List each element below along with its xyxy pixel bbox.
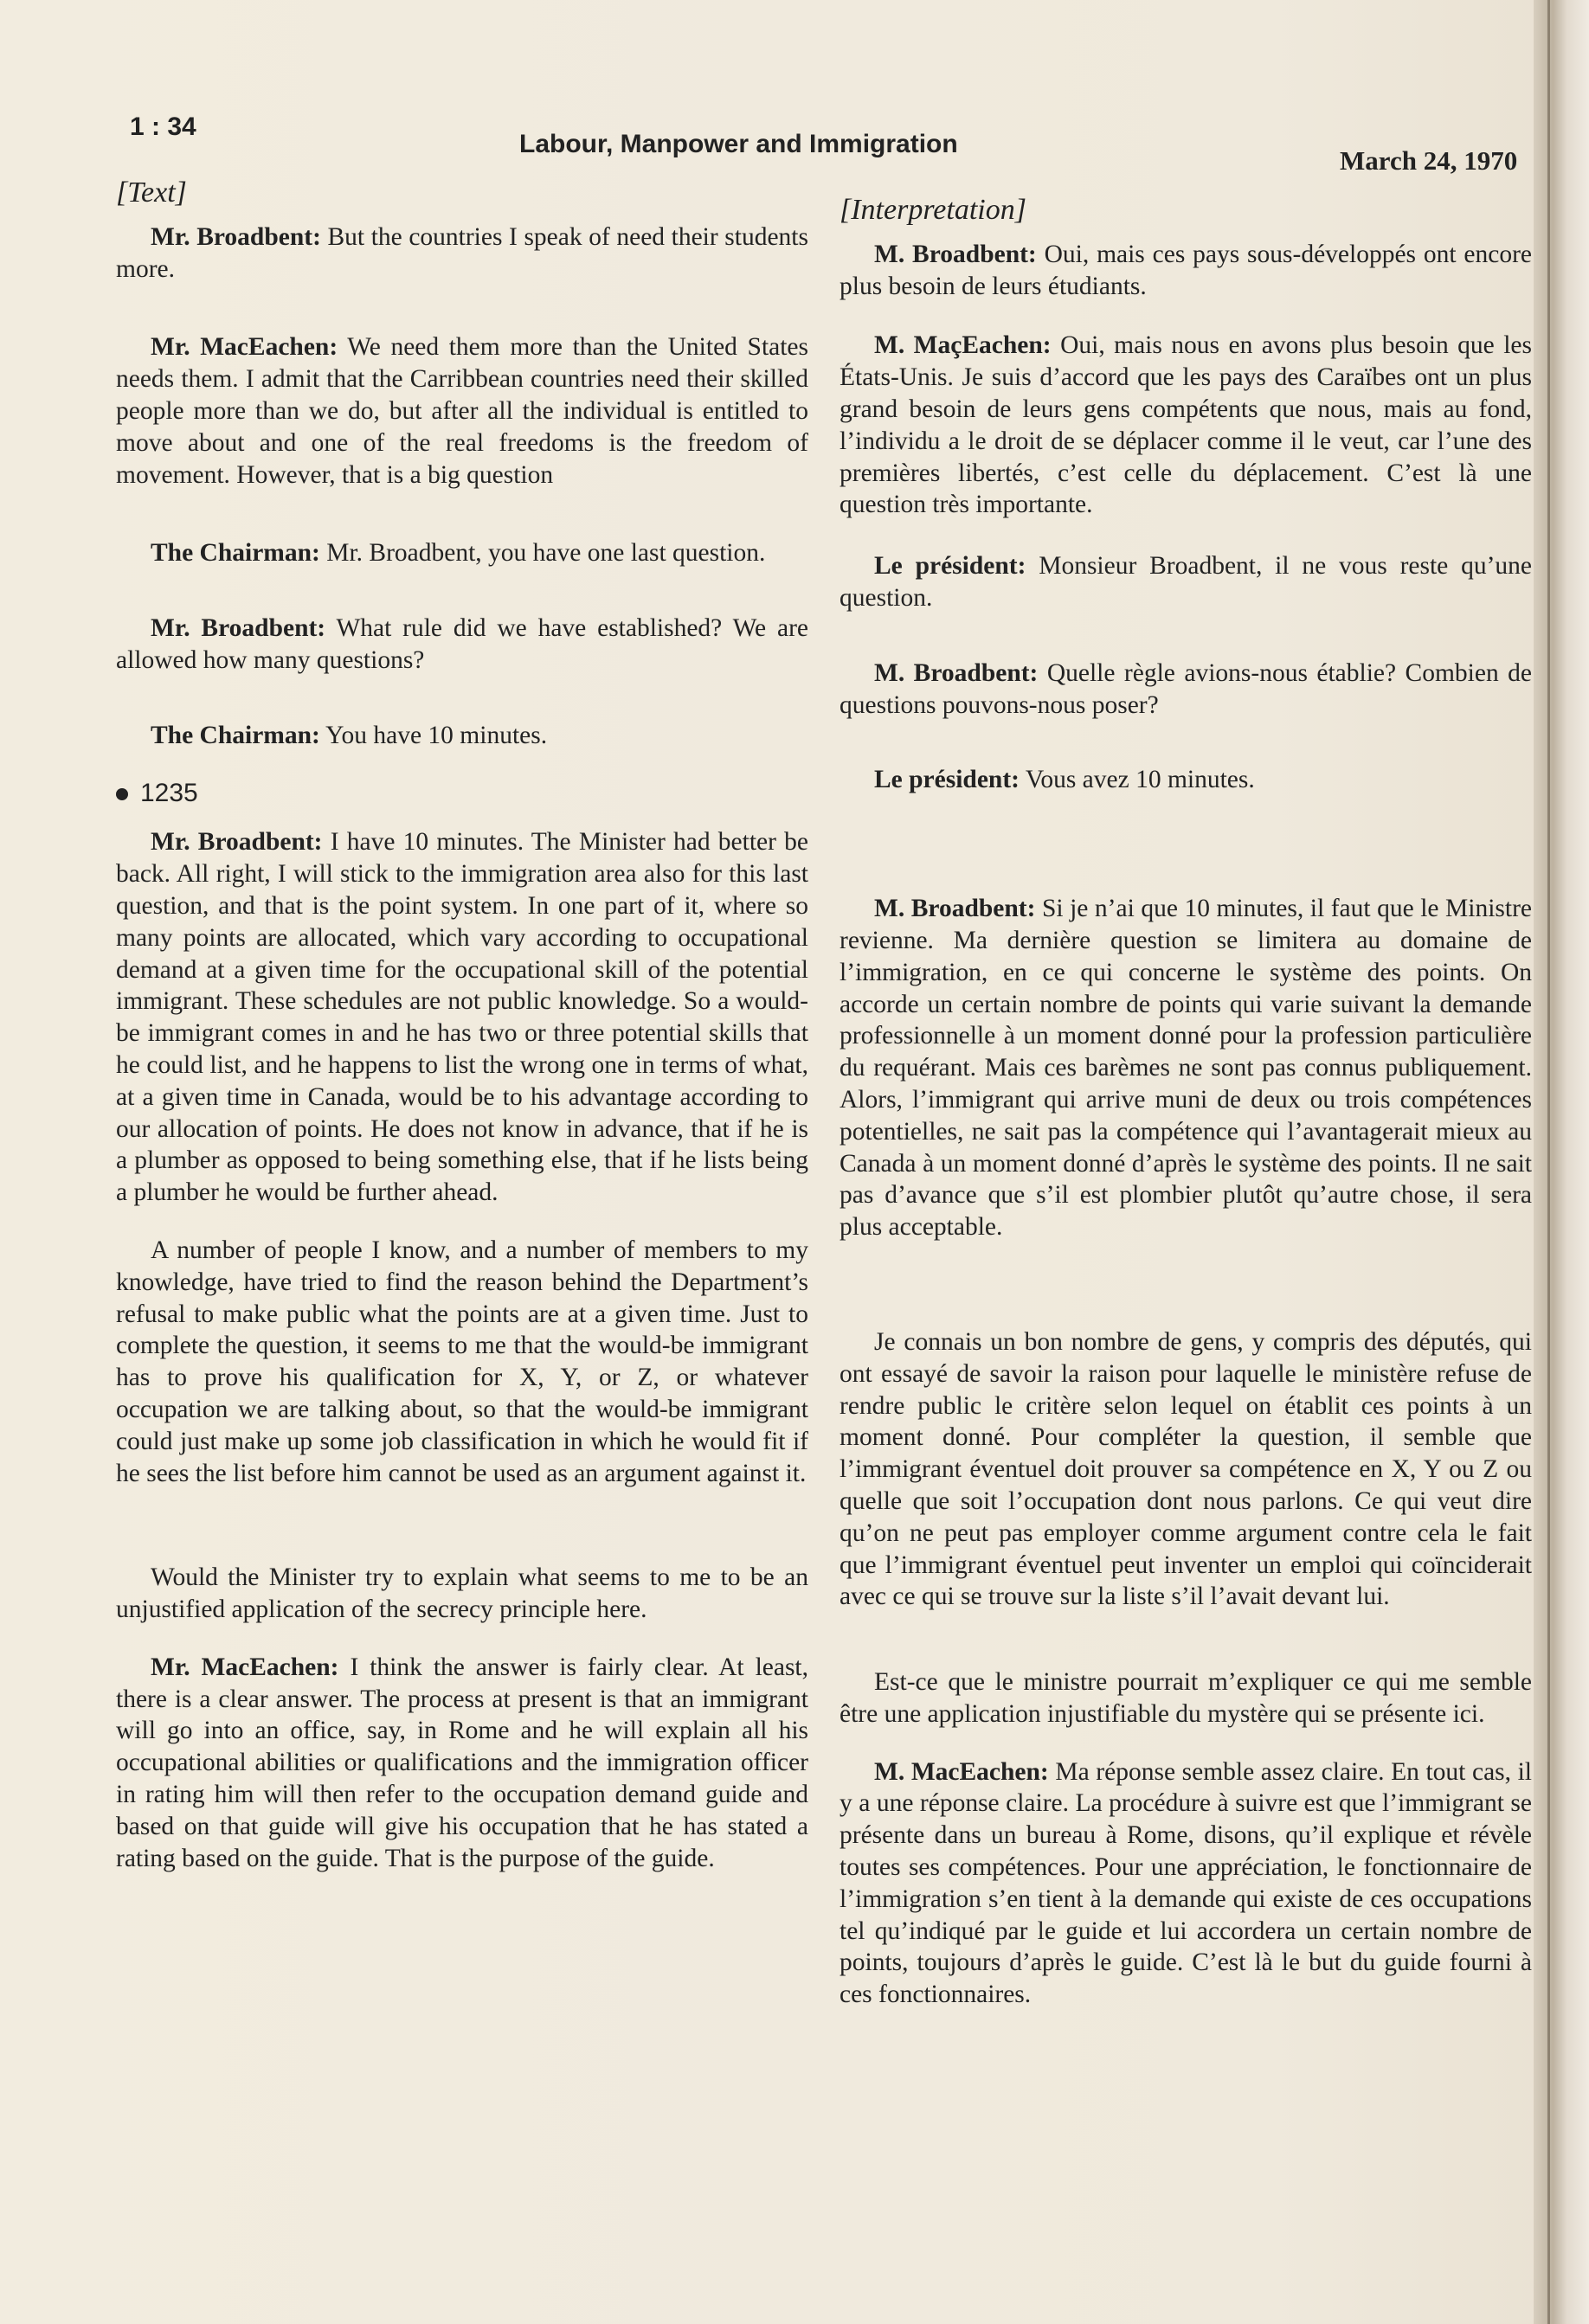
time-stamp-text: 1235 [140, 778, 198, 807]
speech-text: Je connais un bon nombre de gens, y compris des députés, qui ont essayé de savoir la raison pour laquelle le ministère refuse de rendre public le critère selon lequel on établit ces points à un moment donné. Pour compléter la question, il semble que l’immigrant éventuel doit prouver sa compétence en X, Y ou Z ou quelle que soit l’occupation dont nous parlons. Ce qui veut dire qu’on ne peut pas employer comme argument contre cela le fait que l’immigrant éventuel peut inventer un emploi qui coïnciderait avec ce qui se trouve sur la liste s’il l’avait devant lui. [840, 1327, 1532, 1611]
transcript-paragraph [840, 764, 1532, 796]
speech-text: Quelle règle avions-nous établie? Combien de questions pouvons-nous poser? [840, 658, 1533, 719]
transcript-paragraph [840, 550, 1532, 614]
speech-text: Ma réponse semble assez claire. En tout cas, il y a une réponse claire. La procédure à suivre est que l’immigrant se présente dans un bureau à Rome, disons, qu’il explique et révèle toutes ses compétences. Pour une appréciation, le fonctionnaire de l’immigration s’en tient à la demande qui existe de ces occupations tel qu’indiqué par le guide et lui accordera un certain nombre de points, toujours d’après le guide. C’est là le but du guide fourni à ces fonctionnaires. [840, 1757, 1533, 2009]
speaker-name: Mr. MacEachen: [151, 333, 338, 362]
speech-text: A number of people I know, and a number of members to my knowledge, have tried to find the reason behind the Department’s refusal to make public what the points are at a given time. Just to complete the question, it seems to me that the would-be immigrant has to prove his qualification for X, Y, or Z, or whatever occupation we are talking about, so that the would-be immigrant could just make up some job classification in which he would fit if he sees the list before him cannot be used as an argument against it. [116, 1236, 808, 1487]
interpretation-marker: [Interpretation] [840, 194, 1026, 226]
speech-text: Est-ce que le ministre pourrait m’expliquer ce qui me semble être une application injustifiable du mystère qui se présente ici. [840, 1668, 1532, 1728]
transcript-paragraph [840, 893, 1532, 1243]
bullet-icon [116, 788, 128, 800]
speech-text: I have 10 minutes. The Minister had better be back. All right, I will stick to the immigration area also for this last question, and that is the point system. In one part of it, where so many points are allocated, which vary according to occupational demand at a given time for the occupational skill of the potential immigrant. These schedules are not public knowledge. So a would-be immigrant comes in and he has two or three potential skills that he could list, and he happens to list the wrong one in terms of what, at a given time in Canada, would be to his advantage according to our allocation of points. He does not know in advance, that if he is a plumber as opposed to being something else, that if he lists being a plumber he would be further ahead. [116, 828, 809, 1207]
speaker-name: The Chairman: [151, 539, 320, 568]
meeting-date: March 24, 1970 [1340, 145, 1518, 176]
transcript-paragraph [840, 1326, 1532, 1613]
speech-text: Mr. Broadbent, you have one last question. [326, 539, 766, 568]
speaker-name: Mr. MacEachen: [151, 1653, 339, 1681]
speaker-name: M. Broadbent: [874, 658, 1039, 687]
committee-title: Labour, Manpower and Immigration [519, 130, 958, 158]
transcript-paragraph [840, 1666, 1532, 1730]
speech-text: But the countries I speak of need their students more. [116, 222, 808, 283]
speech-text: Vous avez 10 minutes. [1025, 766, 1255, 794]
transcript-paragraph [116, 720, 808, 752]
speaker-name: M. Broadbent: [874, 895, 1036, 923]
transcript-paragraph [840, 239, 1532, 303]
transcript-paragraph [116, 613, 808, 677]
transcript-paragraph [840, 658, 1532, 722]
transcript-paragraph [840, 330, 1532, 521]
speaker-name: M. MacEachen: [874, 1757, 1049, 1786]
transcript-paragraph [116, 1235, 808, 1489]
speaker-name: Le président: [874, 766, 1020, 794]
speech-text: I think the answer is fairly clear. At least, there is a clear answer. The process at present is that an immigrant will go into an office, say, in Rome and he will explain all his occupational abilities or qualifications and the immigration officer in rating him will then refer to the occupation demand guide and based on that guide will give his occupation that he has stated a rating based on the guide. That is the purpose of the guide. [116, 1653, 809, 1872]
transcript-paragraph [116, 1652, 808, 1875]
speaker-name: Mr. Broadbent: [151, 828, 323, 857]
speaker-name: Mr. Broadbent: [151, 222, 321, 251]
speech-text: Oui, mais nous en avons plus besoin que les États-Unis. Je suis d’accord que les pays des Caraïbes ont un plus grand besoin de leurs gens compétents que nous, mais au fond, l’individu a le droit de se déplacer comme il le veut, car l’une des premières libertés, c’est celle du déplacement. C’est là une question très importante. [840, 331, 1532, 519]
speech-text: We need them more than the United States needs them. I admit that the Carribbean countries need their skilled people more than we do, but after all the individual is entitled to move about and one of the real freedoms is the freedom of movement. However, that is a big question [116, 333, 808, 489]
transcript-paragraph [116, 1562, 808, 1626]
speech-text: Oui, mais ces pays sous-développés ont encore plus besoin de leurs étudiants. [840, 240, 1533, 300]
speech-text: Monsieur Broadbent, il ne vous reste qu’une question. [840, 552, 1532, 612]
page-header [0, 104, 1589, 176]
speech-text: What rule did we have established? We are allowed how many questions? [116, 614, 808, 674]
speaker-name: M. MaçEachen: [874, 331, 1052, 360]
french-column [840, 195, 1532, 2036]
speaker-name: Le président: [874, 552, 1026, 581]
speech-text: Would the Minister try to explain what seems to me to be an unjustified application of the secrecy principle here. [116, 1563, 808, 1624]
page-binding-line [1547, 0, 1550, 2324]
page-number: 1 : 34 [130, 112, 196, 141]
speech-text: Si je n’ai que 10 minutes, il faut que le Ministre revienne. Ma dernière question se limitera au domaine de l’immigration, en ce qui concerne le système des points. On accorde un certain nombre de points qui varie suivant la demande professionnelle à un moment donné pour la profession particulière du requérant. Mais ces barèmes ne sont pas connus publiquement. Alors, l’immigrant qui arrive muni de deux ou trois compétences potentielles, ne sait pas la compétence qui l’avantagerait mieux au Canada à un moment donné d’après le système des points. Il ne sait pas d’avance que s’il est plombier plutôt qu’autre chose, il sera plus acceptable. [840, 895, 1532, 1242]
text-marker: [Text] [116, 177, 187, 209]
page-binding-edge [1534, 0, 1589, 2324]
time-stamp [116, 778, 808, 810]
speaker-name: The Chairman: [151, 721, 320, 749]
english-column [116, 177, 808, 1899]
speaker-name: Mr. Broadbent: [151, 614, 326, 643]
transcript-paragraph [116, 537, 808, 569]
speech-text: You have 10 minutes. [325, 721, 548, 749]
speaker-name: M. Broadbent: [874, 240, 1037, 268]
transcript-paragraph [116, 221, 808, 286]
transcript-paragraph [116, 331, 808, 491]
transcript-paragraph [840, 1756, 1532, 2011]
transcript-paragraph [116, 826, 808, 1209]
